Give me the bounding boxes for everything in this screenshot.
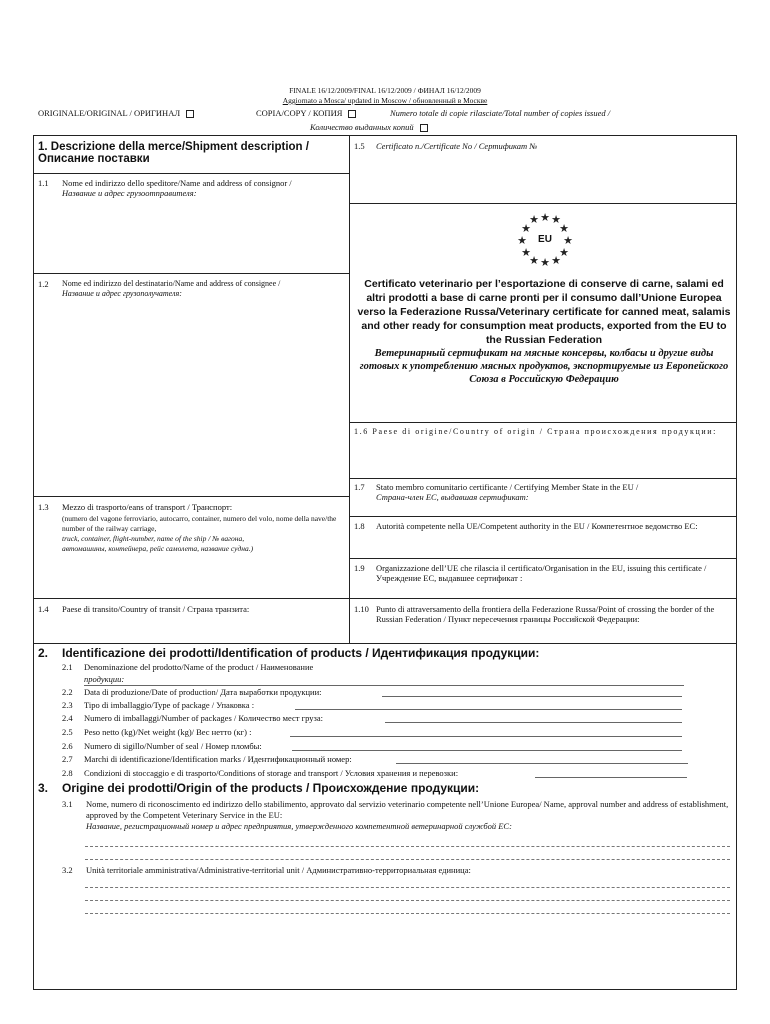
svg-text:★: ★ bbox=[517, 234, 527, 247]
establishment-field[interactable]: Nome, numero di riconoscimento ed indirizzo dello stabilimento, approvato dal servizio veterinario competente nell’Unione Europea/ Name, approval number and address of establishment, approved by the Competent Veterinary Service in the EU: Название, регистрационный номер и адрес предприятия, утвержденного компетентной ветеринарной службой ЕС: bbox=[86, 799, 729, 831]
field-no-1-8: 1.8 bbox=[354, 521, 365, 531]
product-name-row[interactable]: 2.1 Denominazione del prodotto/Name of the product / Наименование bbox=[62, 662, 314, 672]
copies-total-label: Numero totale di copie rilasciate/Total number of copies issued / bbox=[390, 108, 611, 118]
consignee-field[interactable]: Nome ed indirizzo del destinatario/Name and address of consignee / Название и адрес грузополучателя: bbox=[62, 279, 281, 298]
svg-text:★: ★ bbox=[529, 254, 539, 267]
copies-checkbox[interactable] bbox=[420, 124, 428, 132]
field-no-1-4: 1.4 bbox=[38, 604, 49, 614]
svg-text:★: ★ bbox=[540, 211, 550, 224]
svg-text:★: ★ bbox=[529, 213, 539, 226]
package-type-row[interactable]: 2.3 Tipo di imballaggio/Type of package / Упаковка : bbox=[62, 700, 255, 710]
section3-number: 3. bbox=[38, 781, 49, 795]
eu-emblem bbox=[505, 208, 585, 272]
certificate-title: Certificato veterinario per l’esportazione di conserve di carne, salami ed altri prodotti a base di carne pronti per il consumo dall’Unione Europea verso la Federazione Russa/Veterinary certificate for canned meat, salamis and other ready for consumption meat products, exported from the EU to the Russian Federation Ветеринарный сертификат на мясные консервы, колбасы и другие виды готовых к употреблению мясных продуктов, экспортируемые из Европейского Союза в Российскую Федерацию bbox=[357, 278, 731, 385]
finale-line: FINALE 16/12/2009/FINAL 16/12/2009 / ФИНАЛ 16/12/2009 bbox=[289, 86, 481, 95]
copy-label: COPIA/COPY / КОПИЯ bbox=[256, 108, 356, 118]
origin-country-field[interactable]: 1.6 Paese di origine/Country of origin / Страна происхождения продукции: bbox=[354, 427, 717, 436]
identification-marks-row[interactable]: 2.7 Marchi di identificazione/Identification marks / Идентификационный номер: bbox=[62, 754, 352, 764]
field-no-1-7: 1.7 bbox=[354, 482, 365, 492]
transit-country-field[interactable]: Paese di transito/Country of transit / Страна транзита: bbox=[62, 604, 250, 614]
svg-text:★: ★ bbox=[521, 246, 531, 259]
field-no-1-1: 1.1 bbox=[38, 178, 49, 188]
field-no-1-9: 1.9 bbox=[354, 563, 365, 573]
admin-unit-field[interactable]: Unità territoriale amministrativa/Administrative-territorial unit / Административно-территориальная единица: bbox=[86, 865, 471, 875]
eu-label: EU bbox=[538, 234, 552, 245]
field-no-3-2: 3.2 bbox=[62, 865, 73, 875]
net-weight-row[interactable]: 2.5 Peso netto (kg)/Net weight (kg)/ Вес нетто (кг) : bbox=[62, 727, 252, 737]
svg-text:★: ★ bbox=[559, 222, 569, 235]
member-state-field[interactable]: Stato membro comunitario certificante / Certifying Member State in the EU / Страна-член ЕС, выдавшая сертификат: bbox=[376, 482, 639, 502]
field-no-1-2: 1.2 bbox=[38, 279, 49, 289]
svg-text:★: ★ bbox=[521, 222, 531, 235]
column-divider bbox=[349, 135, 350, 643]
copy-checkbox[interactable] bbox=[348, 110, 356, 118]
field-no-1-3: 1.3 bbox=[38, 502, 49, 512]
production-date-row[interactable]: 2.2 Data di produzione/Date of production/ Дата выработки продукции: bbox=[62, 687, 322, 697]
field-no-1-10: 1.10 bbox=[354, 604, 369, 614]
svg-text:★: ★ bbox=[551, 254, 561, 267]
section1-title: 1. Descrizione della merce/Shipment description / Описание поставки bbox=[38, 141, 309, 165]
transport-field[interactable]: Mezzo di trasporto/eans of transport / Транспорт: (numero del vagone ferroviario, autocarro, container, numero del volo, nome della nave/the number of the railway carriage, truck, container, flight-number, name of the ship / № вагона, автомашины, контейнера, рейс самолета, название судна.) bbox=[62, 502, 337, 553]
original-label: ORIGINALE/ORIGINAL / ОРИГИНАЛ bbox=[38, 108, 194, 118]
field-no-1-5: 1.5 bbox=[354, 141, 365, 151]
section2-number: 2. bbox=[38, 646, 49, 660]
certificate-no-field[interactable]: Certificato n./Certificate No / Сертификат № bbox=[376, 141, 538, 151]
section2-title: Identificazione dei prodotti/Identification of products / Идентификация продукции: bbox=[62, 646, 540, 660]
field-no-3-1: 3.1 bbox=[62, 799, 73, 809]
border-crossing-field[interactable]: Punto di attraversamento della frontiera della Federazione Russa/Point of crossing the border of the Russian Federation / Пункт пересечения границы Российской Федерации: bbox=[376, 604, 715, 624]
issuing-organisation-field[interactable]: Organizzazione dell’UE che rilascia il certificato/Organisation in the EU, issuing this certificate / Учреждение ЕС, выдавшее сертификат : bbox=[376, 563, 707, 583]
product-name-cont[interactable]: продукции: bbox=[84, 674, 684, 686]
svg-text:★: ★ bbox=[551, 213, 561, 226]
consignor-field[interactable]: Nome ed indirizzo dello speditore/Name and address of consignor / Название и адрес грузоотправителя: bbox=[62, 178, 292, 198]
svg-text:★: ★ bbox=[559, 246, 569, 259]
original-checkbox[interactable] bbox=[186, 110, 194, 118]
competent-authority-field[interactable]: Autorità competente nella UE/Competent authority in the EU / Компетентное ведомство ЕС: bbox=[376, 521, 698, 531]
seal-number-row[interactable]: 2.6 Numero di sigillo/Number of seal / Номер пломбы: bbox=[62, 741, 262, 751]
storage-conditions-row[interactable]: 2.8 Condizioni di stoccaggio e di trasporto/Conditions of storage and transport / Условия хранения и перевозки: bbox=[62, 768, 459, 778]
svg-text:★: ★ bbox=[563, 234, 573, 247]
copies-total-ru: Количество выданных копий bbox=[310, 122, 428, 132]
updated-line: Aggiornato a Mosca/ updated in Moscow / обновленный в Москве bbox=[282, 96, 488, 105]
package-count-row[interactable]: 2.4 Numero di imballaggi/Number of packages / Количество мест груза: bbox=[62, 713, 323, 723]
section3-title: Origine dei prodotti/Origin of the products / Происхождение продукции: bbox=[62, 781, 480, 795]
svg-text:★: ★ bbox=[540, 256, 550, 269]
